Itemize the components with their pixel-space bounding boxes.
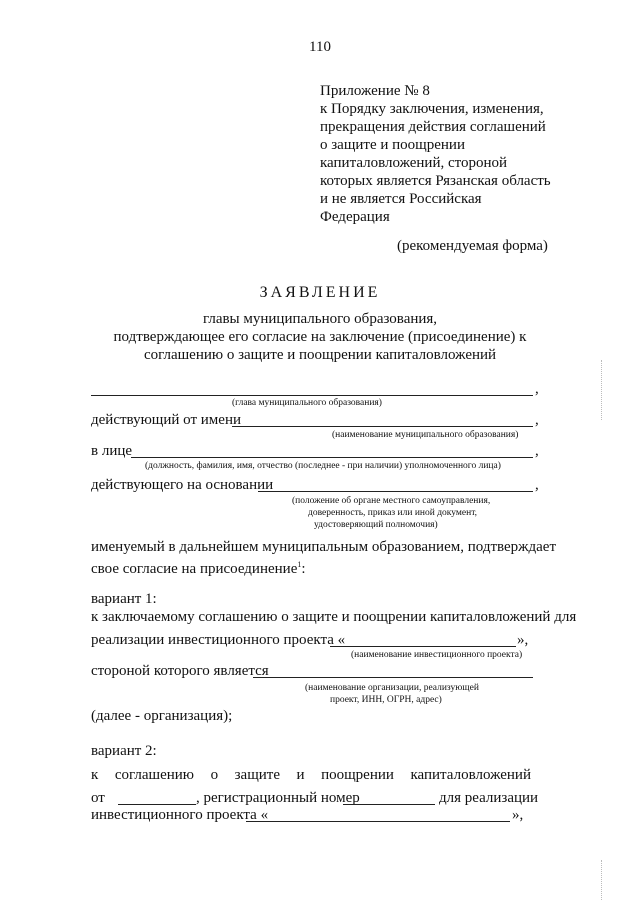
- variant-2-word: к: [91, 767, 99, 783]
- variant-2-from: от: [91, 790, 105, 806]
- in-person-label: в лице: [91, 443, 133, 459]
- named-line-1: именуемый в дальнейшем муниципальным образованием, подтверждает: [91, 539, 557, 555]
- variant-2-word: и: [296, 767, 305, 783]
- footnote-mark[interactable]: 1: [297, 560, 302, 569]
- subtitle-line-2: подтверждающее его согласие на заключение (присоединение) к: [113, 329, 527, 345]
- organization-hint-2: проект, ИНН, ОГРН, адрес): [330, 695, 442, 705]
- variant-2-word: о: [210, 767, 219, 783]
- appendix-line-4: о защите и поощрении: [320, 137, 465, 153]
- variant-2-line-1: [91, 766, 531, 784]
- appendix-line-5: капиталовложений, стороной: [320, 155, 508, 171]
- appendix-line-2: к Порядку заключения, изменения,: [320, 101, 544, 117]
- document-title: ЗАЯВЛЕНИЕ: [259, 284, 381, 301]
- variant-1-line-1: к заключаемому соглашению о защите и поощрении капиталовложений для: [91, 609, 577, 625]
- variant-2-registration: , регистрационный номер: [196, 790, 360, 806]
- person-field-comma: ,: [535, 443, 539, 459]
- variant-2-project-field-line[interactable]: [246, 821, 510, 822]
- appendix-line-3: прекращения действия соглашений: [320, 119, 546, 135]
- variant-2-word: капиталовложений: [410, 767, 531, 783]
- person-field-line[interactable]: [131, 457, 533, 458]
- named-line-2: [91, 556, 306, 578]
- appendix-line-8: Федерация: [320, 209, 390, 225]
- head-field-comma: ,: [535, 381, 539, 397]
- variant-2-label: вариант 2:: [91, 743, 157, 759]
- named-line-2-text: свое согласие на присоединение: [91, 561, 298, 577]
- variant-1-label: вариант 1:: [91, 591, 157, 607]
- scan-artifact: [601, 360, 603, 420]
- variant-2-word: защите: [234, 767, 280, 783]
- agreement-date-field-line[interactable]: [118, 804, 196, 805]
- variant-2-line-3-end: »,: [512, 807, 524, 823]
- project-name-field-line[interactable]: [330, 646, 516, 647]
- subtitle-line-1: главы муниципального образования,: [202, 311, 438, 327]
- basis-field-hint-2: доверенность, приказ или иной документ,: [308, 508, 478, 518]
- organization-hint-1: (наименование организации, реализующей: [305, 683, 479, 693]
- form-note: (рекомендуемая форма): [397, 238, 548, 254]
- project-name-hint: (наименование инвестиционного проекта): [351, 650, 523, 660]
- organization-field-line[interactable]: [253, 677, 533, 678]
- scan-artifact: [601, 860, 603, 900]
- head-field-line[interactable]: [91, 395, 533, 396]
- appendix-line-7: и не является Российская: [320, 191, 482, 207]
- head-field-hint: (глава муниципального образования): [232, 398, 382, 408]
- variant-2-word: соглашению: [114, 767, 195, 783]
- variant-2-for: для реализации: [439, 790, 539, 806]
- acting-basis-label: действующего на основании: [91, 477, 274, 493]
- subtitle-line-3: соглашению о защите и поощрении капиталовложений: [143, 347, 497, 363]
- basis-field-hint-3: удостоверяющий полномочия): [314, 520, 438, 530]
- basis-field-comma: ,: [535, 477, 539, 493]
- municipality-field-line[interactable]: [232, 426, 533, 427]
- page-number: 110: [309, 39, 331, 55]
- municipality-field-comma: ,: [535, 412, 539, 428]
- variant-1-line-2-start: реализации инвестиционного проекта «: [91, 632, 346, 648]
- variant-2-word: поощрении: [321, 767, 394, 783]
- variant-1-line-2-end: »,: [517, 632, 529, 648]
- basis-field-line[interactable]: [258, 491, 533, 492]
- municipality-field-hint: (наименование муниципального образования): [332, 430, 519, 440]
- variant-2-line-3-start: инвестиционного проекта «: [91, 807, 269, 823]
- person-field-hint: (должность, фамилия, имя, отчество (последнее - при наличии) уполномоченного лица): [145, 461, 501, 471]
- hereinafter-organization: (далее - организация);: [91, 708, 233, 724]
- party-label: стороной которого является: [91, 663, 269, 679]
- basis-field-hint-1: (положение об органе местного самоуправления,: [292, 496, 491, 506]
- acting-on-behalf-label: действующий от имени: [91, 412, 241, 428]
- appendix-line-1: Приложение № 8: [320, 83, 430, 99]
- registration-number-field-line[interactable]: [343, 804, 435, 805]
- named-line-2-colon: :: [301, 561, 306, 577]
- appendix-line-6: которых является Рязанская область: [320, 173, 551, 189]
